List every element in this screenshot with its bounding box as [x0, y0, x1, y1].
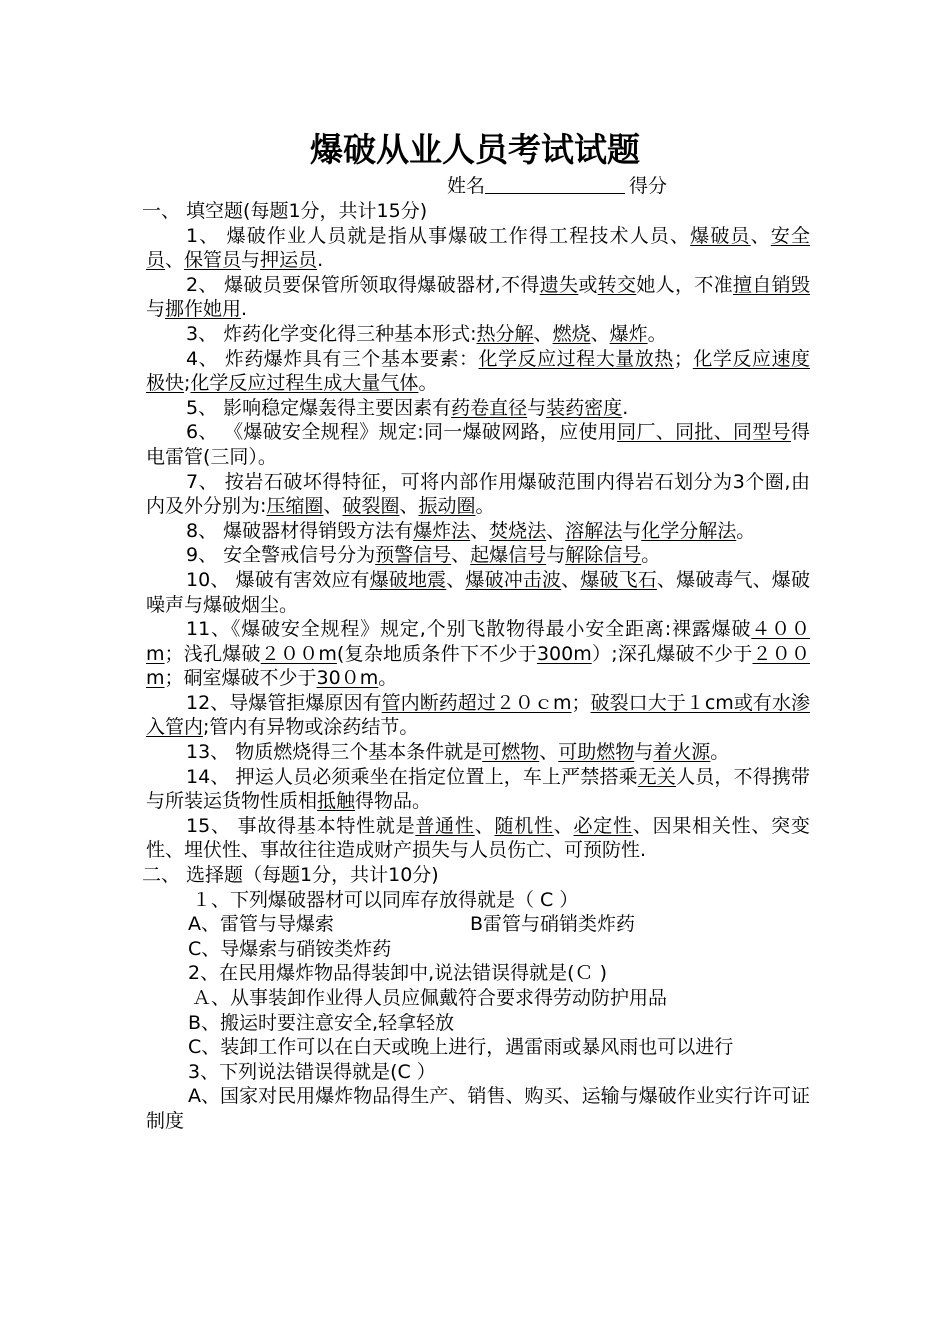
answer: 化学反应速度极快: [146, 347, 810, 395]
section2-heading: 二、 选择题（每题1分，共计10分): [142, 864, 439, 887]
answer: 普通性: [415, 814, 475, 837]
fill-question-8: 8、 爆破器材得销毁方法有爆炸法、焚烧法、溶解法与化学分解法。: [186, 519, 756, 542]
answer: 可燃物: [482, 741, 540, 764]
answer: 化学反应过程大量放热: [478, 347, 674, 370]
fill-question-3: 3、 炸药化学变化得三种基本形式:热分解、燃烧、爆炸。: [186, 322, 667, 345]
fill-question-7: 7、 按岩石破坏得特征，可将内部作用爆破范围内得岩石划分为3个圈,由内及外分别为:压缩圈、破裂圈、振动圈。: [146, 470, 810, 518]
fill-question-4: 4、 炸药爆炸具有三个基本要素：化学反应过程大量放热；化学反应速度极快;化学反应过程生成大量气体。: [146, 347, 810, 395]
answer: 挪作她用: [165, 298, 242, 321]
answer: 破裂口大于１cm或有水渗入管内: [146, 691, 810, 739]
answer: 起爆信号: [470, 544, 547, 567]
page-title: 爆破从业人员考试试题: [310, 130, 640, 169]
answer: 爆破冲击波: [465, 568, 562, 591]
answer: ４００m: [146, 618, 810, 665]
answer: 保管员: [184, 249, 242, 272]
answer: 热分解: [476, 322, 534, 345]
answer: 药卷直径: [451, 396, 528, 419]
option-c: C、导爆索与硝铵类炸药: [188, 937, 392, 960]
fill-question-15: 15、 事故得基本特性就是普通性、随机性、必定性、因果相关性、突变性、埋伏性、事故往往造成财产损失与人员伤亡、可预防性.: [146, 814, 810, 862]
answer: 爆破地震: [369, 568, 447, 591]
fill-question-6: 6、 《爆破安全规程》规定:同一爆破网路，应使用同厂、同批、同型号得电雷管(三同）。: [146, 421, 810, 468]
fill-question-2: 2、 爆破员要保管所领取得爆破器材,不得遗失或转交她人，不准擅自销毁与挪作她用.: [146, 273, 810, 321]
answer: 爆破员: [690, 224, 751, 247]
option-b: B、搬运时要注意安全,轻拿轻放: [188, 1011, 455, 1034]
answer: 化学分解法: [641, 519, 737, 542]
answer: 管内断药超过２０ｃm: [381, 691, 572, 714]
answer: 安全员: [146, 224, 810, 272]
option-a: A、国家对民用爆炸物品得生产、销售、购买、运输与爆破作业实行许可证制度: [146, 1085, 810, 1132]
answer: 无关: [637, 765, 677, 788]
answer: 解除信号: [565, 544, 642, 567]
answer: 随机性: [494, 814, 554, 837]
answer: 遗失: [539, 273, 579, 296]
fill-question-1: 1、 爆破作业人员就是指从事爆破工作得工程技术人员、爆破员、安全员、保管员与押运员.: [146, 224, 810, 272]
answer: 转交: [597, 273, 637, 296]
answer: 爆炸: [609, 322, 648, 345]
choice-question-2-stem: 2、在民用爆炸物品得装卸中,说法错误得就是(Ｃ ): [188, 962, 607, 985]
answer: 爆破飞石: [580, 568, 657, 591]
answer: 300m: [536, 642, 592, 665]
answer: ２００m: [260, 642, 337, 665]
name-score-line: [447, 173, 667, 199]
fill-question-12: 12、导爆管拒爆原因有管内断药超过２０ｃm；破裂口大于１cm或有水渗入管内;管内有异物或涂药结节。: [146, 691, 810, 739]
score-label: 得分: [629, 175, 668, 197]
option-a: A、雷管与导爆索: [188, 913, 334, 936]
choice-question-1-options-ab: [146, 912, 810, 937]
choice-question-3-stem: 3、下列说法错误得就是(C ）: [188, 1060, 436, 1083]
answer: 着火源: [653, 741, 711, 764]
answer: 化学反应过程生成大量气体: [190, 372, 419, 395]
answer: 装药密度: [546, 396, 623, 419]
document-body: [142, 199, 810, 1134]
answer: 振动圈: [418, 495, 476, 518]
choice-question-1-stem: １、下列爆破器材可以同库存放得就是（ C ）: [192, 888, 579, 911]
fill-question-13: 13、 物质燃烧得三个基本条件就是可燃物、可助燃物与着火源。: [186, 741, 730, 764]
answer: 同厂、同批、同型号: [617, 421, 791, 444]
answer: 抵触: [317, 790, 356, 813]
fill-question-5: 5、 影响稳定爆轰得主要因素有药卷直径与装药密度.: [186, 396, 629, 419]
fill-question-10: 10、 爆破有害效应有爆破地震、爆破冲击波、爆破飞石、爆破毒气、爆破噪声与爆破烟尘。: [146, 568, 810, 616]
name-label: 姓名: [447, 175, 486, 197]
answer: ２００m: [146, 642, 810, 690]
answer: 破裂圈: [342, 495, 400, 518]
answer: 30０m: [316, 667, 379, 690]
answer: 焚烧法: [489, 519, 547, 542]
name-blank: [485, 175, 625, 194]
answer: 压缩圈: [266, 495, 324, 518]
option-b: B雷管与硝销类炸药: [470, 913, 636, 936]
answer: 押运员: [260, 249, 318, 272]
answer: 可助燃物: [558, 741, 635, 764]
answer: 必定性: [573, 814, 633, 837]
answer: 爆炸法: [413, 519, 471, 542]
answer: 擅自销毁: [732, 273, 810, 296]
fill-question-9: 9、 安全警戒信号分为预警信号、起爆信号与解除信号。: [186, 544, 661, 567]
fill-question-14: 14、 押运人员必须乘坐在指定位置上，车上严禁搭乘无关人员，不得携带与所装运货物性质相抵触得物品。: [146, 765, 810, 813]
option-a: Ａ、从事装卸作业得人员应佩戴符合要求得劳动防护用品: [192, 987, 668, 1009]
option-c: C、装卸工作可以在白天或晚上进行，遇雷雨或暴风雨也可以进行: [188, 1036, 734, 1059]
answer: 预警信号: [375, 544, 452, 567]
answer: 溶解法: [565, 519, 623, 542]
answer: 燃烧: [552, 322, 591, 345]
fill-question-11: 11、《爆破安全规程》规定,个别飞散物得最小安全距离:裸露爆破４００m；浅孔爆破２００m(复杂地质条件下不少于300m）;深孔爆破不少于２００m；硐室爆破不少于30０m。: [146, 618, 810, 690]
section1-heading: 一、 填空题(每题1分，共计15分): [142, 200, 428, 222]
